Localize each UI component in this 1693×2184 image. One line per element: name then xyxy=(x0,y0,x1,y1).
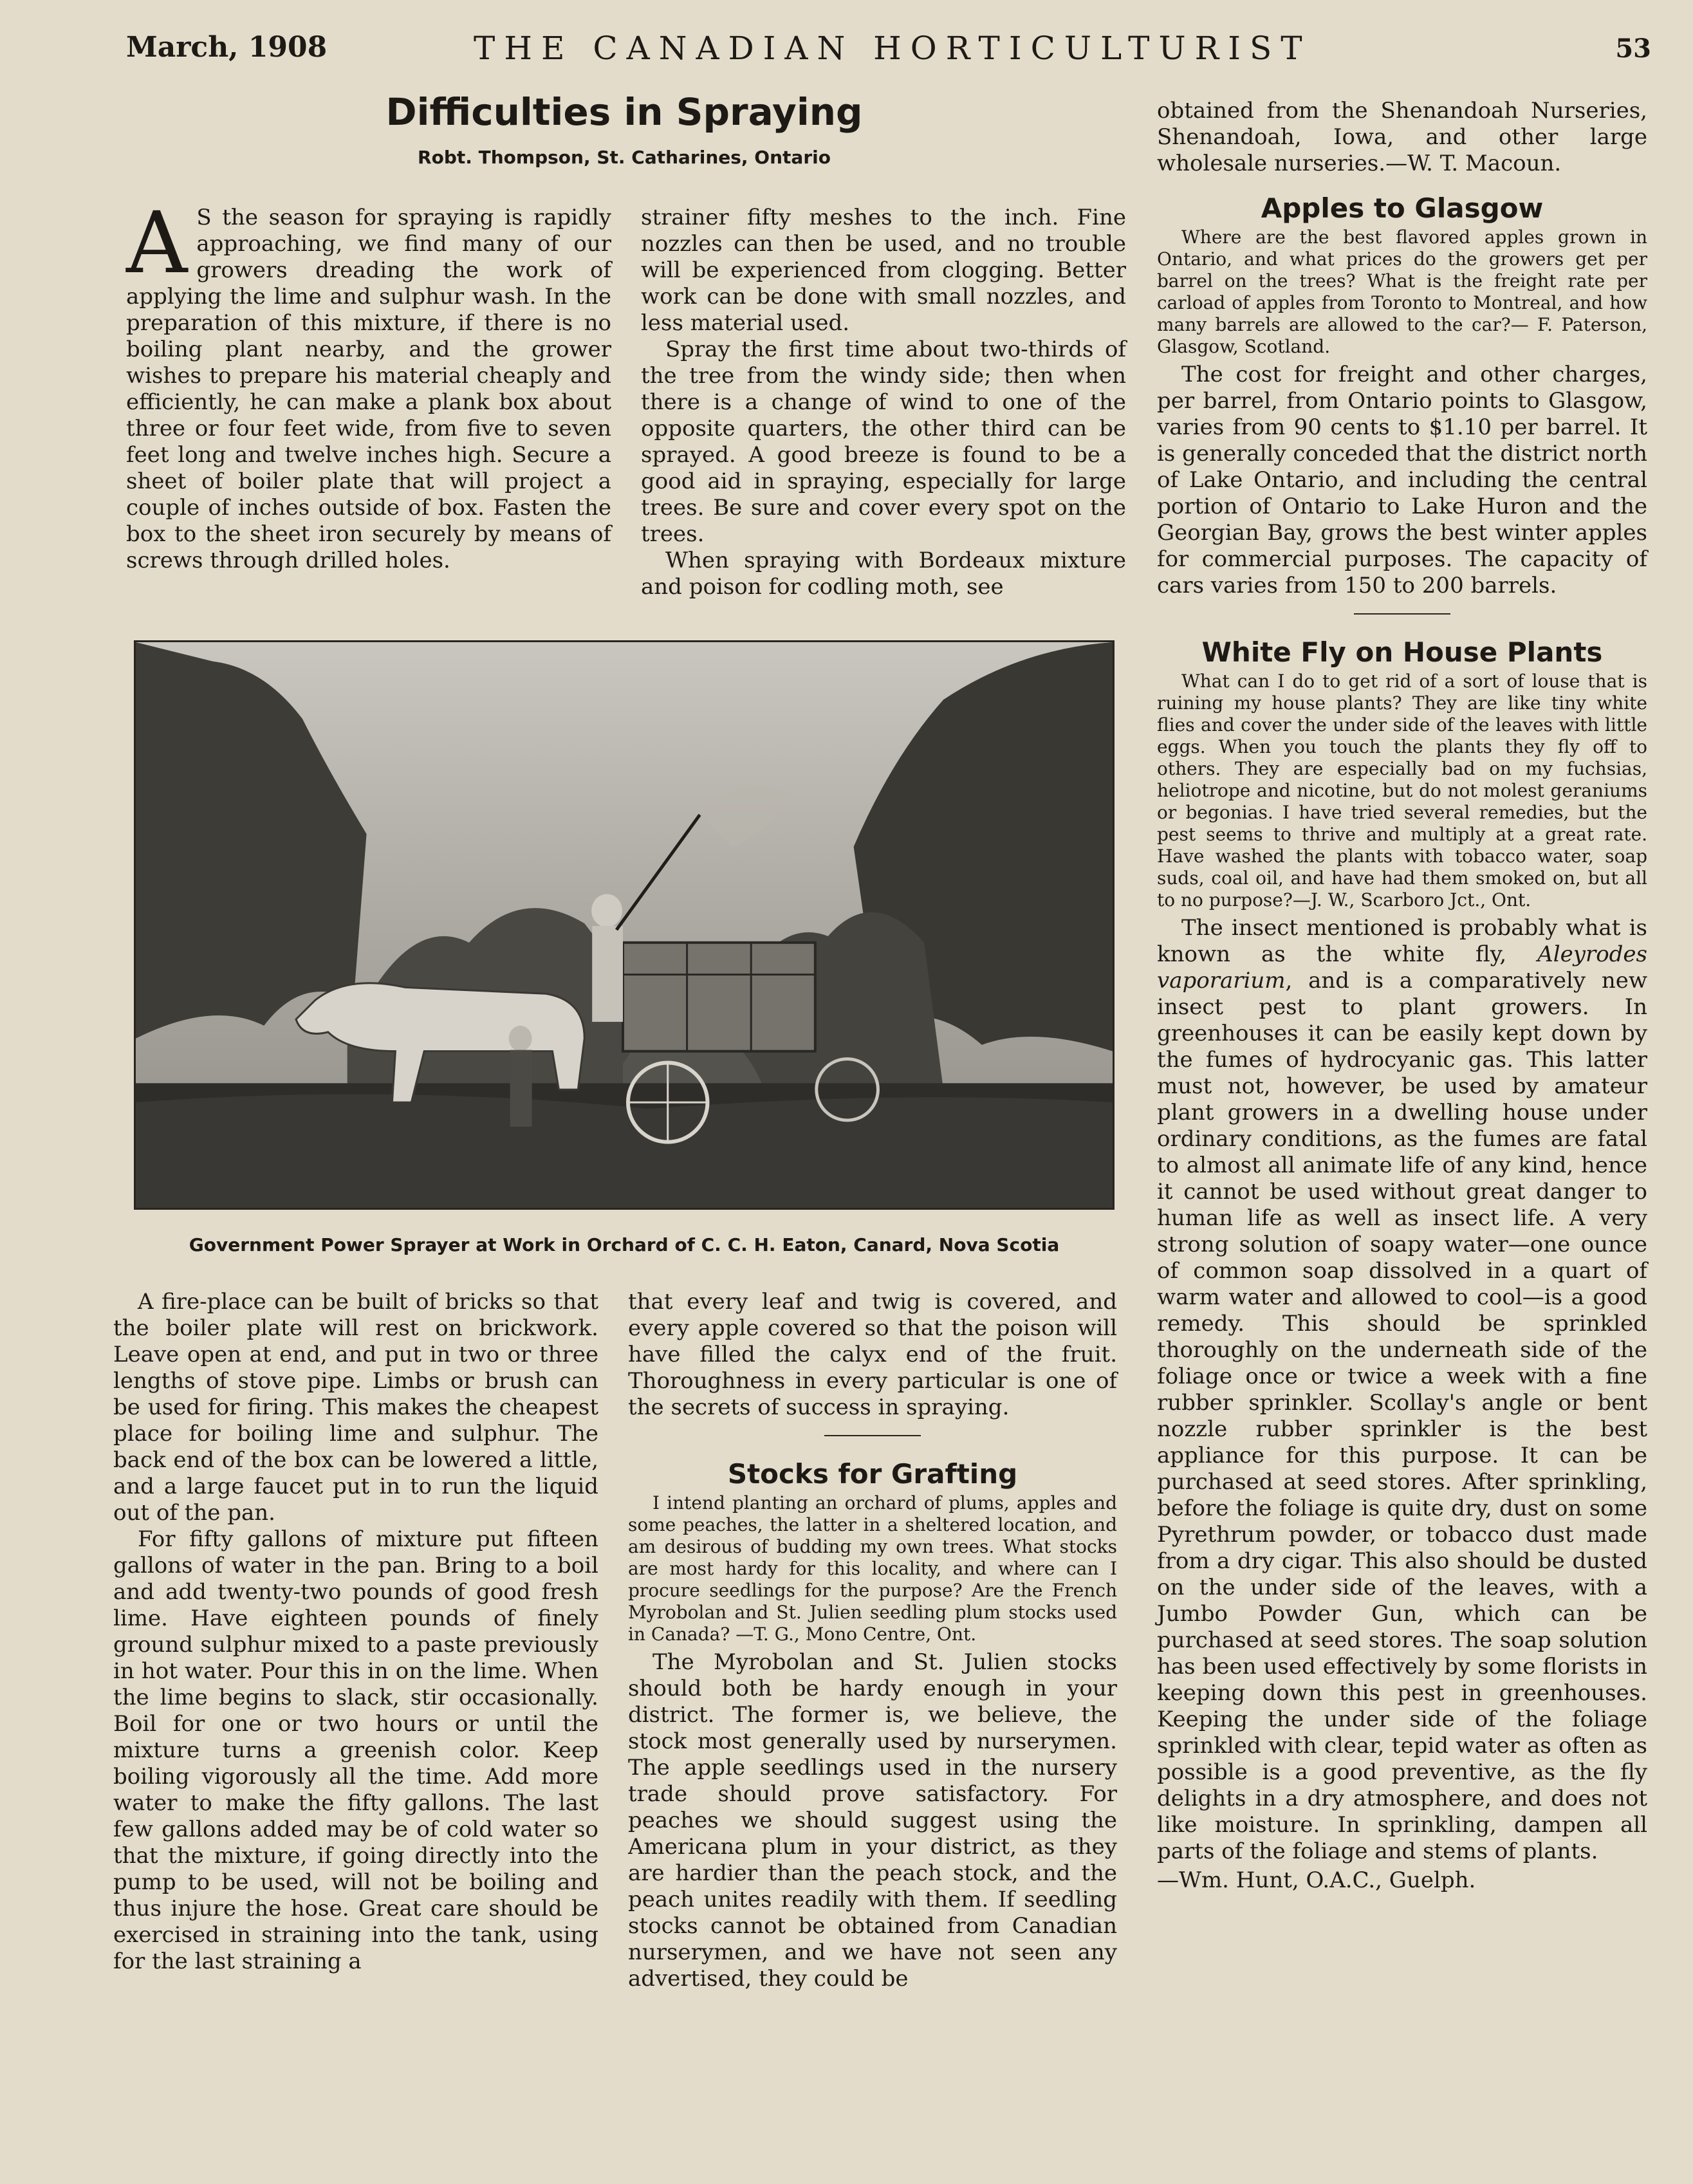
section-divider xyxy=(1354,613,1450,615)
magazine-title: THE CANADIAN HORTICULTURIST xyxy=(474,30,1311,67)
signature: —Wm. Hunt, O.A.C., Guelph. xyxy=(1157,1867,1476,1893)
drop-cap: A xyxy=(126,194,188,293)
paragraph: A fire-place can be built of bricks so that the boiler plate will rest on brickwork. Leave open at end, and put in two or three lengths of stove pipe. Limbs or brush can be used for firing. This makes the cheapest place for boiling lime and sulphur. The back end of the box can be lowered a little, and a large faucet put in to run the liquid out of the pan. xyxy=(113,1289,598,1526)
column-top-left xyxy=(126,194,611,574)
section-title-stocks: Stocks for Grafting xyxy=(727,1458,1018,1490)
column-top-middle xyxy=(641,205,1126,600)
paragraph: The insect mentioned is probably what is known as the white fly, Aleyrodes vaporarium, and is a comparatively new insect pest to plant growers. In greenhouses it can be easily kept down by the fumes of hydrocyanic gas. This latter must not, however, be used by amateur plant growers in a dwelling house under ordinary conditions, as the fumes are fatal to almost all animate life of any kind, hence it cannot be used without great danger to human life as well as insect life. A very strong solution of soapy water—one ounce of common soap dissolved in a quart of warm water and allowed to cool—is a good remedy. This should be sprinkled thoroughly on the underneath side of the foliage once or twice a week with a fine rubber sprinkler. Scollay's angle or bent nozzle rubber sprinkler is the best appliance for this purpose. It can be purchased at seed stores. After sprinkling, before the foliage is quite dry, dust on some Pyrethrum powder, or tobacco dust made from a dry cigar. This also should be dusted on the under side of the leaves, with a Jumbo Powder Gun, which can be purchased at seed stores. The soap solution has been used effectively by some florists in keeping down this pest in greenhouses. Keeping the under side of the foliage sprinkled with clear, tepid water as often as possible is a good preventive, as the fly delights in a dry atmosphere, and does not like moisture. In sprinkling, dampen all parts of the foliage and stems of plants. xyxy=(1157,915,1648,1864)
photo-caption: Government Power Sprayer at Work in Orchard of C. C. H. Eaton, Canard, Nova Scotia xyxy=(189,1234,1060,1255)
paragraph: obtained from the Shenandoah Nurseries, Shenandoah, Iowa, and other large wholesale nurseries.—W. T. Macoun. xyxy=(1157,98,1647,176)
paragraph: The Myrobolan and St. Julien stocks should both be hardy enough in your district. The former is, we believe, the stock most generally used by nurserymen. The apple seedlings used in the nursery trade should prove satisfactory. For peaches we should suggest using the Americana plum in your district, as they are hardier than the peach stock, and the peach unites readily with them. If seedling stocks cannot be obtained from Canadian nurserymen, and we have not seen any advertised, they could be xyxy=(628,1649,1117,1992)
reader-question: Where are the best flavored apples grown in Ontario, and what prices do the growers get per barrel on the trees? What is the freight rate per carload of apples from Toronto to Montreal, and how many barrels are allowed to the car?— F. Paterson, Glasgow, Scotland. xyxy=(1157,227,1647,357)
reader-question: I intend planting an orchard of plums, apples and some peaches, the latter in a sheltered location, and am desirous of budding my own trees. What stocks are most hardy for this locality, and where can I procure seedlings for the purpose? Are the French Myrobolan and St. Julien seedling plum stocks used in Canada? —T. G., Mono Centre, Ont. xyxy=(628,1492,1117,1645)
paragraph: For fifty gallons of mixture put fifteen gallons of water in the pan. Bring to a boil and add twenty-two pounds of good fresh lime. Have eighteen pounds of finely ground sulphur mixed to a paste previously in hot water. Pour this in on the lime. When the lime begins to slack, stir occasionally. Boil for one or two hours or until the mixture turns a greenish color. Keep boiling vigorously all the time. Add more water to make the fifty gallons. The last few gallons added may be of cold water so that the mixture, if going directly into the pump to be used, will not be boiling and thus injure the hose. Great care should be exercised in straining into the tank, using for the last straining a xyxy=(113,1526,598,1974)
column-bottom-middle xyxy=(628,1289,1117,1992)
section-title-white-fly: White Fly on House Plants xyxy=(1201,636,1603,668)
species-name: Aleyrodes vaporarium xyxy=(1157,941,1648,994)
issue-date: March, 1908 xyxy=(126,31,328,64)
paragraph: The cost for freight and other charges, per barrel, from Ontario points to Glasgow, varies from 90 cents to $1.10 per barrel. It is generally conceded that the district north of Lake Ontario, and including the central portion of Ontario to Lake Huron and the Georgian Bay, grows the best winter apples for commercial purposes. The capacity of cars varies from 150 to 200 barrels. xyxy=(1157,362,1647,598)
reader-question: What can I do to get rid of a sort of louse that is ruining my house plants? They are like tiny white flies and cover the under side of the leaves with little eggs. When you touch the plants they fly off to others. They are especially bad on my fuchsias, heliotrope and nicotine, but do not molest geraniums or begonias. I have tried several remedies, but the pest seems to thrive and multiply at a great rate. Have washed the plants with tobacco water, soap suds, coal oil, and have had them smoked on, but all to no purpose?—J. W., Scarboro Jct., Ont. xyxy=(1157,671,1647,911)
photo-illustration xyxy=(136,642,1113,1208)
paragraph: A S the season for spraying is rapidly approaching, we find many of our growers dreading the work of applying the lime and sulphur wash. In the preparation of this mixture, if there is no boiling plant nearby, and the grower wishes to prepare his material cheaply and efficiently, he can make a plank box about three or four feet wide, from five to seven feet long and twelve inches high. Secure a sheet of boiler plate that will project a couple of inches outside of box. Fasten the box to the sheet iron securely by means of screws through drilled holes. xyxy=(126,194,611,573)
article-byline: Robt. Thompson, St. Catharines, Ontario xyxy=(418,147,831,168)
paragraph: that every leaf and twig is covered, and every apple covered so that the poison will have filled the calyx end of the fruit. Thoroughness in every particular is one of the secrets of success in spraying. xyxy=(628,1289,1117,1420)
running-head xyxy=(126,26,1651,77)
column-bottom-left xyxy=(113,1289,598,1975)
orchard-sprayer-photo xyxy=(134,640,1115,1210)
column-right xyxy=(1157,98,1647,1894)
paragraph: Spray the first time about two-thirds of the tree from the windy side; then when there is a change of wind to one of the opposite quarters, the other third can be sprayed. A good breeze is found to be a good aid in spraying, especially for large trees. Be sure and cover every spot on the trees. xyxy=(641,337,1126,547)
article-title: Difficulties in Spraying xyxy=(385,90,863,134)
paragraph: strainer fifty meshes to the inch. Fine nozzles can then be used, and no trouble will be experienced from clogging. Better work can be done with small nozzles, and less material used. xyxy=(641,205,1126,336)
page-number: 53 xyxy=(1615,33,1651,64)
section-divider xyxy=(824,1435,921,1436)
section-title-glasgow: Apples to Glasgow xyxy=(1261,192,1544,224)
paragraph: When spraying with Bordeaux mixture and poison for codling moth, see xyxy=(641,548,1126,600)
